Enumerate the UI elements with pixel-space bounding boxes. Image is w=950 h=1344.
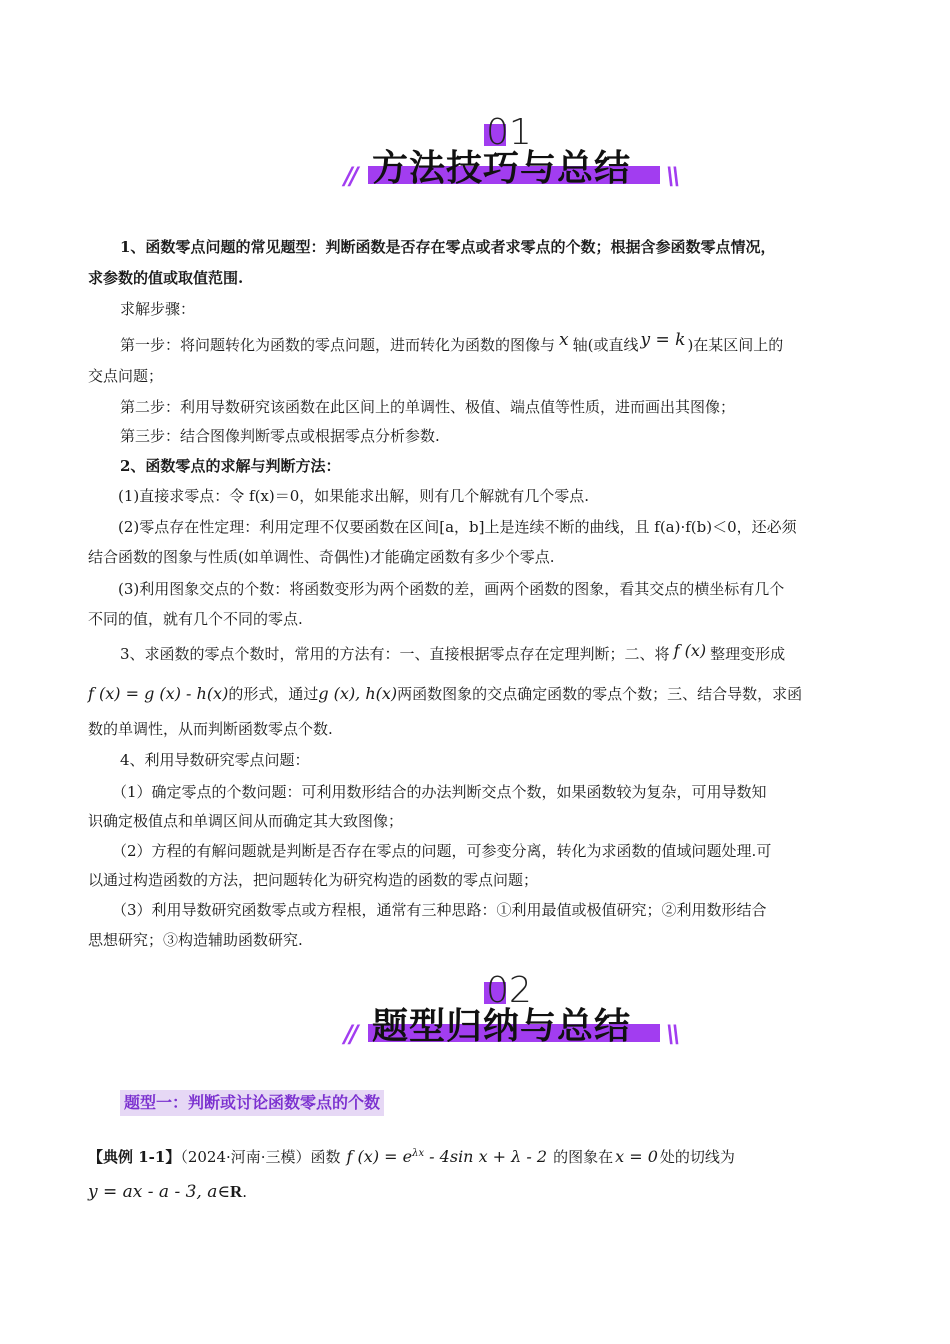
section-banner-02 (0, 970, 950, 1066)
method3-line1: (3)利用图象交点的个数：将函数变形为两个函数的差，画两个函数的图象，看其交点的横坐标有几个 (118, 580, 785, 598)
item3-line2 (88, 680, 858, 708)
item4-2-line2: 以通过构造函数的方法，把问题转化为研究构造的函数的零点问题； (88, 871, 539, 889)
example-condition: x = 0 (615, 1147, 658, 1166)
item1-heading-line2: 求参数的值或取值范围. (88, 269, 244, 287)
example-text-tail: 处的切线为 (659, 1148, 735, 1166)
example-real-set: R (229, 1182, 243, 1201)
step3: 第三步：结合图像判断零点或根据零点分析参数. (120, 427, 440, 445)
step1-text-a: 第一步：将问题转化为函数的零点问题，进而转化为函数的图像与 (120, 336, 556, 354)
item1-heading-line1: 1、函数零点问题的常见题型：判断函数是否存在零点或者求零点的个数；根据含参函数零点情况， (120, 238, 776, 256)
item3-text-a: 3、求函数的零点个数时，常用的方法有：一、直接根据零点存在定理判断；二、将 (120, 645, 670, 663)
section-number-text: 01 (486, 112, 532, 153)
method2-line2: 结合函数的图象与性质(如单调性、奇偶性)才能确定函数有多少个零点. (88, 548, 555, 566)
step1-math-eq: y = k (640, 330, 686, 350)
example-period: . (242, 1183, 248, 1201)
section-title: 题型归纳与总结 (372, 1006, 632, 1047)
item3-text-c: 的形式，通过 (228, 685, 319, 703)
item2-heading: 2、函数零点的求解与判断方法： (120, 457, 341, 475)
example-text-mid: 的图象在 (553, 1148, 614, 1166)
slash-decoration-right: \\ (666, 1020, 678, 1048)
example-function-rest: - 4sin x + λ - 2 (424, 1147, 548, 1166)
item4-1-line2: 识确定极值点和单调区间从而确定其大致图像； (88, 812, 404, 830)
slash-decoration-right: \\ (666, 162, 678, 190)
item3-line1 (88, 640, 858, 668)
item4-1-line1: （1）确定零点的个数问题：可利用数形结合的办法判断交点个数，如果函数较为复杂，可用导数知 (112, 783, 767, 801)
item3-text-d: 两函数图象的交点确定函数的零点个数；三、结合导数，求函 (397, 685, 803, 703)
example-line2 (88, 1178, 858, 1206)
example-line1 (88, 1140, 868, 1171)
item3-math-fx: f (x) (673, 641, 707, 660)
question-type-tag: 题型一：判断或讨论函数零点的个数 (120, 1090, 384, 1116)
item3-text-b: 整理变形成 (710, 645, 786, 663)
item4-3-line2: 思想研究；③构造辅助函数研究. (88, 931, 303, 949)
section-title: 方法技巧与总结 (372, 148, 632, 189)
step1-text-c: )在某区间上的 (687, 336, 784, 354)
slash-decoration-left: // (344, 1020, 356, 1048)
method2-line1: (2)零点存在性定理：利用定理不仅要函数在区间[a，b]上是连续不断的曲线，且 f(a)·f(b)＜0，还必须 (118, 518, 797, 536)
example-tangent-line: y = ax - a - 3, a∈ (88, 1182, 230, 1202)
slash-decoration-left: // (344, 162, 356, 190)
step1-math-x: x (559, 330, 569, 350)
item3-math-eq: f (x) = g (x) - h(x) (88, 684, 229, 703)
method1: (1)直接求零点：令 f(x)＝0，如果能求出解，则有几个解就有几个零点. (118, 487, 590, 505)
section-banner-01 (0, 112, 950, 208)
item3-line3: 数的单调性，从而判断函数零点个数. (88, 720, 333, 738)
item4-2-line1: （2）方程的有解问题就是判断是否存在零点的问题，可参变分离，转化为求函数的值域问题处理.可 (112, 842, 772, 860)
method3-line2: 不同的值，就有几个不同的零点. (88, 610, 303, 628)
steps-title: 求解步骤： (120, 300, 196, 318)
step1-line1 (88, 331, 858, 359)
item4-heading: 4、利用导数研究零点问题： (120, 751, 310, 769)
example-source: （2024·河南·三模）函数 (180, 1148, 341, 1166)
example-function: f (x) = e (346, 1147, 413, 1166)
example-label: 【典例 1-1】 (88, 1148, 181, 1166)
step1-line2: 交点问题； (88, 367, 164, 385)
example-exponent: λx (412, 1148, 425, 1159)
item3-math-gh: g (x), h(x) (318, 684, 398, 703)
section-number-text: 02 (486, 970, 532, 1011)
item4-3-line1: （3）利用导数研究函数零点或方程根，通常有三种思路：①利用最值或极值研究；②利用数形结合 (112, 901, 767, 919)
step1-text-b: 轴(或直线 (572, 336, 639, 354)
step2: 第二步：利用导数研究该函数在此区间上的单调性、极值、端点值等性质，进而画出其图像； (120, 398, 736, 416)
